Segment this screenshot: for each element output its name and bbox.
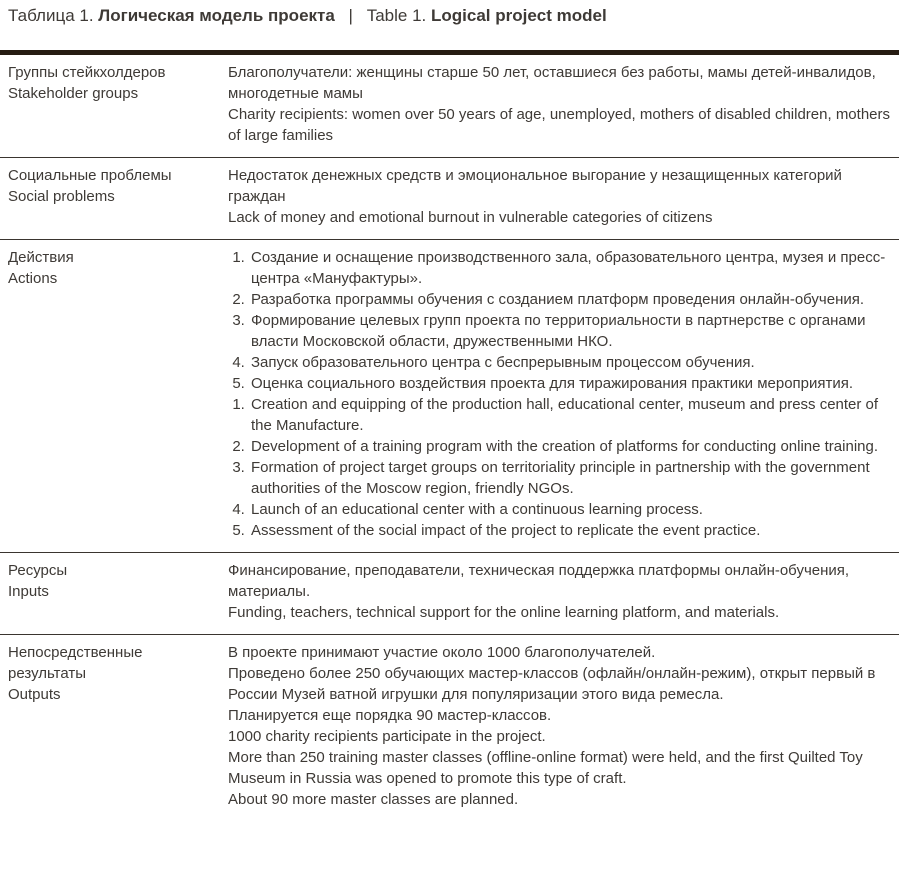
row-label-ru: Непосредственные результаты <box>8 644 143 682</box>
row-content <box>228 62 899 146</box>
cell-text-ru: Планируется еще порядка 90 мастер-классов. <box>228 707 552 724</box>
cell-text-en: Lack of money and emotional burnout in vulnerable categories of citizens <box>228 209 713 226</box>
row-label-ru: Группы стейкхолдеров <box>8 64 166 81</box>
row-label <box>0 62 228 146</box>
table-row-actions <box>0 239 899 552</box>
table-row-problems <box>0 157 899 239</box>
row-content <box>228 642 899 810</box>
actions-item: 2. Разработка программы обучения с созданием платформ проведения онлайн-обучения. <box>249 289 893 310</box>
row-label <box>0 642 228 810</box>
row-label-en: Stakeholder groups <box>8 85 139 102</box>
table-label-ru: Таблица 1. <box>8 6 94 25</box>
actions-item: 1. Creation and equipping of the production hall, educational center, museum and press center of the Manufacture. <box>249 394 893 436</box>
row-label-en: Actions <box>8 270 58 287</box>
cell-text-en: About 90 more master classes are planned. <box>228 791 519 808</box>
row-content <box>228 165 899 228</box>
row-label-en: Inputs <box>8 583 49 600</box>
logical-model-table <box>0 55 899 821</box>
row-label-ru: Социальные проблемы <box>8 167 172 184</box>
row-content <box>228 560 899 623</box>
actions-item: 5. Assessment of the social impact of the project to replicate the event practice. <box>249 520 893 541</box>
actions-item: 2. Development of a training program with the creation of platforms for conducting online training. <box>249 436 893 457</box>
table-title-ru: Логическая модель проекта <box>98 6 335 25</box>
cell-text-ru: Недостаток денежных средств и эмоциональное выгорание у незащищенных категорий граждан <box>228 167 842 205</box>
row-content <box>228 247 899 541</box>
actions-list-ru <box>228 247 893 394</box>
row-label-en: Outputs <box>8 686 61 703</box>
row-label <box>0 560 228 623</box>
row-label <box>0 165 228 228</box>
cell-text-ru: Проведено более 250 обучающих мастер-классов (офлайн/онлайн-режим), открыт первый в России Музей ватной игрушки для популяризации этого вида ремесла. <box>228 665 876 703</box>
actions-item: 3. Формирование целевых групп проекта по территориальности в партнерстве с органами власти Московской области, дружественными НКО. <box>249 310 893 352</box>
table-row-outputs <box>0 634 899 821</box>
cell-text-en: 1000 charity recipients participate in the project. <box>228 728 546 745</box>
table-title-en: Logical project model <box>430 6 607 25</box>
row-label-ru: Ресурсы <box>8 562 68 579</box>
table-row-stakeholders <box>0 55 899 157</box>
page-title <box>0 0 899 27</box>
actions-list-en <box>228 394 893 541</box>
cell-text-en: Charity recipients: women over 50 years of age, unemployed, mothers of disabled children, mothers of large families <box>228 106 890 144</box>
row-label <box>0 247 228 541</box>
table-row-inputs <box>0 552 899 634</box>
actions-item: 4. Launch of an educational center with a continuous learning process. <box>249 499 893 520</box>
cell-text-ru: В проекте принимают участие около 1000 благополучателей. <box>228 644 656 661</box>
cell-text-en: More than 250 training master classes (offline-online format) were held, and the first Quilted Toy Museum in Russia was opened to promote this type of craft. <box>228 749 863 787</box>
actions-item: 5. Оценка социального воздействия проекта для тиражирования практики мероприятия. <box>249 373 893 394</box>
title-separator: | <box>348 6 353 25</box>
row-label-ru: Действия <box>8 249 74 266</box>
actions-item: 4. Запуск образовательного центра с беспрерывным процессом обучения. <box>249 352 893 373</box>
row-label-en: Social problems <box>8 188 115 205</box>
cell-text-ru: Благополучатели: женщины старше 50 лет, оставшиеся без работы, мамы детей-инвалидов, многодетные мамы <box>228 64 876 102</box>
cell-text-ru: Финансирование, преподаватели, техническая поддержка платформы онлайн-обучения, материалы. <box>228 562 850 600</box>
actions-item: 3. Formation of project target groups on territoriality principle in partnership with the government authorities of the Moscow region, friendly NGOs. <box>249 457 893 499</box>
table-label-en: Table 1. <box>366 6 427 25</box>
cell-text-en: Funding, teachers, technical support for the online learning platform, and materials. <box>228 604 780 621</box>
actions-item: 1. Создание и оснащение производственного зала, образовательного центра, музея и пресс-центра «Мануфактуры». <box>249 247 893 289</box>
